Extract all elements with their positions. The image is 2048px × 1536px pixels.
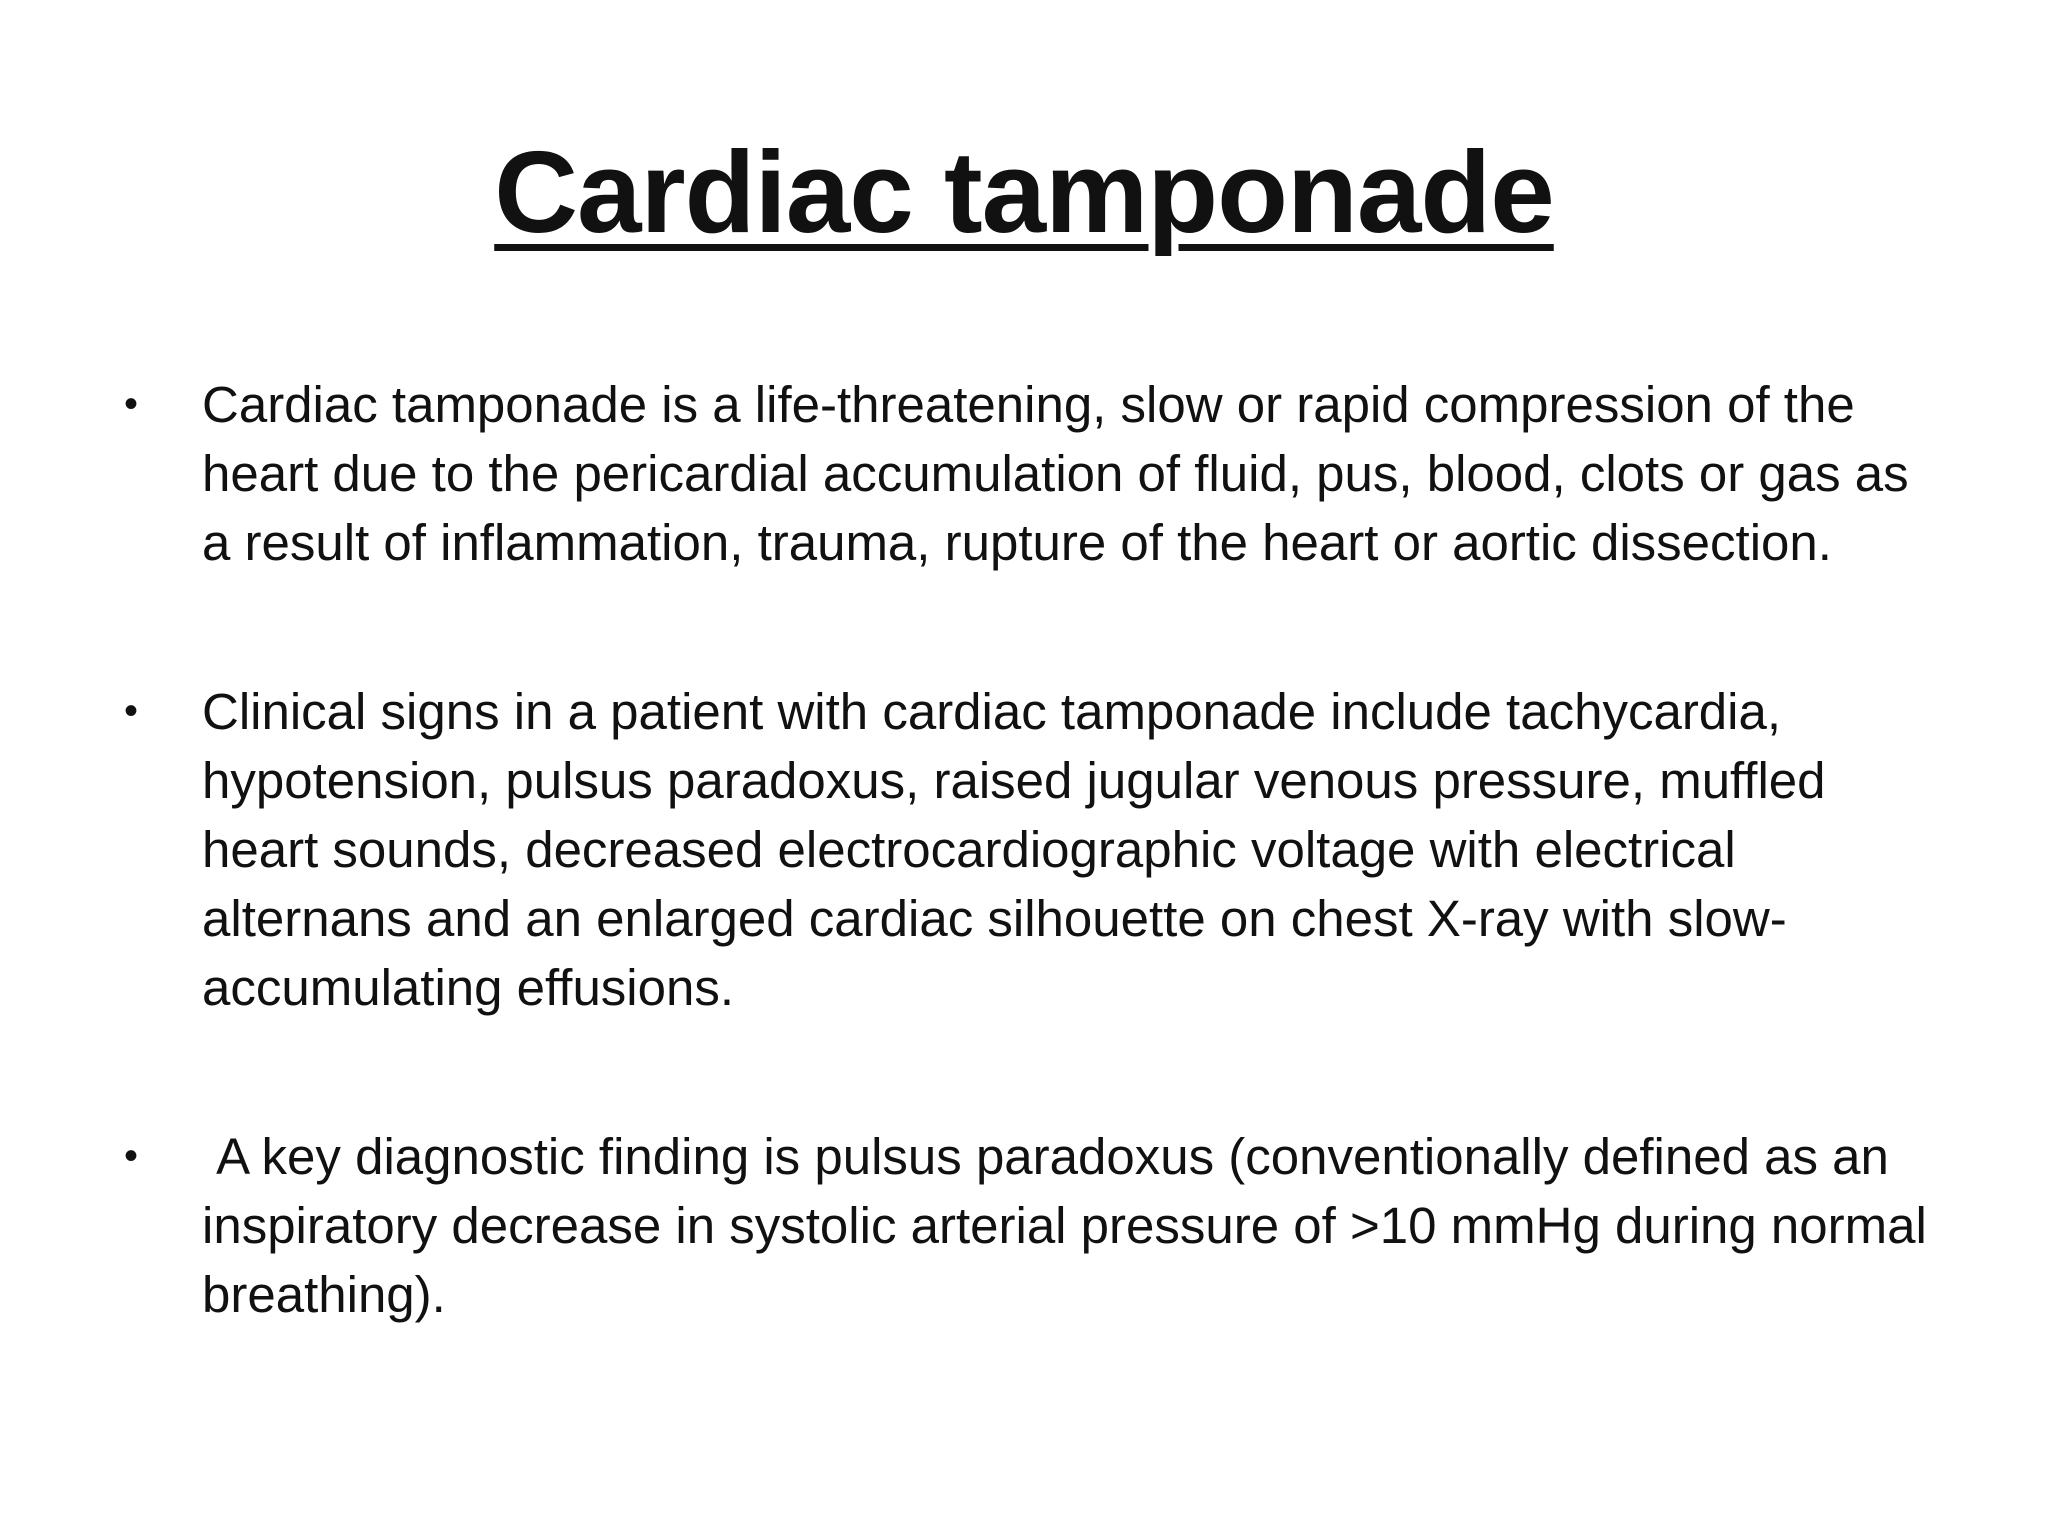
bullet-text: Clinical signs in a patient with cardiac tamponade include tachycardia, hypotension, pulsus paradoxus, raised jugular venous pressure, muffled heart sounds, decreased electrocardiographic voltage with electrical alternans and an enlarged cardiac silhouette on chest X-ray with slow-accumulating effusions. [202,683,1826,1016]
bullet-item-clinical-signs [120,677,1950,1022]
bullet-dot-icon: • [124,1134,139,1178]
slide-title-text: Cardiac tamponade [494,127,1554,257]
bullet-list [120,370,1950,1429]
bullet-dot-icon: • [124,689,139,733]
bullet-item-diagnostic-finding [120,1122,1950,1329]
bullet-text: A key diagnostic finding is pulsus paradoxus (conventionally defined as an inspiratory decrease in systolic arterial pressure of >10 mmHg during normal breathing). [202,1128,1941,1323]
bullet-text: Cardiac tamponade is a life-threatening, slow or rapid compression of the heart due to the pericardial accumulation of fluid, pus, blood, clots or gas as a result of inflammation, trauma, rupture of the heart or aortic dissection. [202,376,1909,571]
bullet-item-definition [120,370,1950,577]
slide-title [0,122,2048,262]
bullet-dot-icon: • [124,382,139,426]
